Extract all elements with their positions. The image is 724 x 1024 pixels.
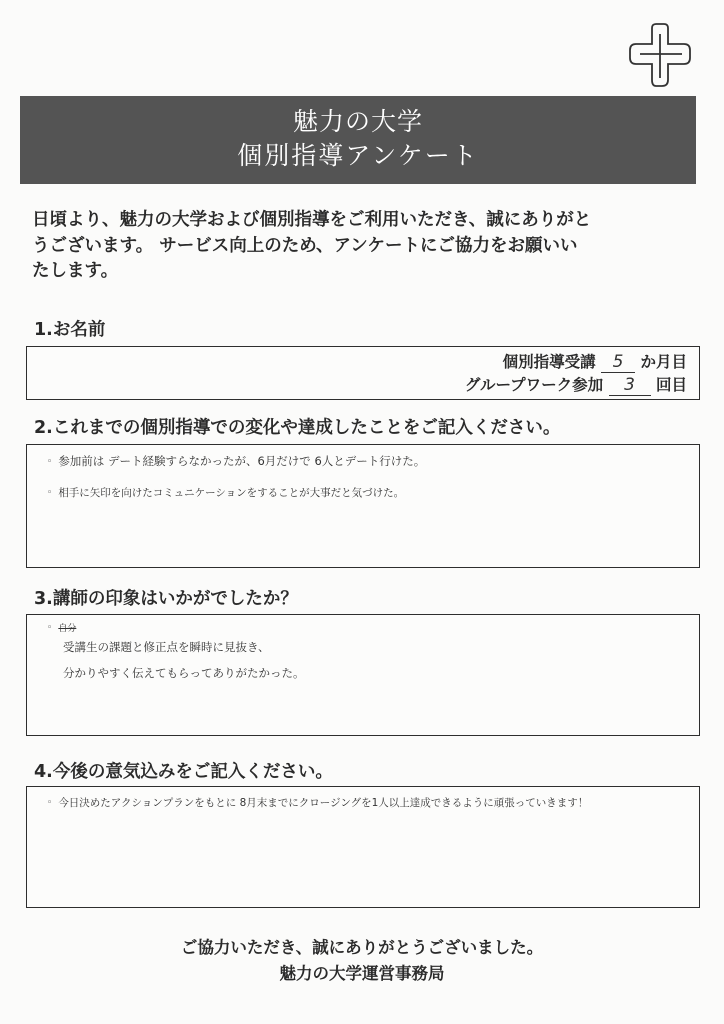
intro-text [32,208,702,285]
intro-line: たします。 [32,261,119,281]
struck-text: 自分 [58,624,77,634]
bullet-icon: ◦ [47,488,53,498]
q1-title: 1.お名前 [34,320,106,340]
bullet-icon: ◦ [47,623,53,633]
intro-line: うございます。 サービス向上のため、アンケートにご協力をお願いい [32,235,578,256]
sessions-label: 個別指導受講 [502,353,596,371]
struck-line [47,621,76,634]
header-title-line1: 魅力の大学 [292,107,423,136]
footer-office: 魅力の大学運営事務局 [279,964,445,983]
answer-line: 分かりやすく伝えてもらってありがたかった。 [63,666,305,680]
q2-answer-box[interactable] [26,444,700,568]
survey-header [20,96,696,184]
group-label: グループワーク参加 [464,376,604,394]
footer-thanks: ご協力いただき、誠にありがとうございました。 [180,938,544,957]
sessions-unit: か月目 [640,353,687,371]
group-unit: 回目 [655,376,687,394]
group-row [465,373,687,396]
bullet-icon: ◦ [47,456,53,467]
sessions-value[interactable]: 5 [601,352,635,373]
header-title-line2: 個別指導アンケート [237,141,479,170]
q4-answer-box[interactable] [26,786,700,908]
q2-title: 2.これまでの個別指導での変化や達成したことをご記入ください。 [34,418,561,438]
quatrefoil-cross-logo-icon [628,22,692,88]
intro-line: 日頃より、魅力の大学および個別指導をご利用いただき、誠にありがと [32,210,592,230]
q3-title: 3.講師の印象はいかがでしたか？ [34,589,298,609]
answer-line: ◦ 参加前は デート経験すらなかったが、6月だけで 6人とデート行けた。 [47,454,426,468]
q3-answer-box[interactable] [26,614,700,736]
bullet-icon: ◦ [47,798,53,808]
answer-line: ◦ 今日決めたアクションプランをもとに 8月末までにクロージングを1人以上達成できるように頑張っていきます！ [47,797,589,809]
q1-name-box[interactable] [26,346,700,400]
sessions-row [503,350,687,373]
answer-line: 受講生の課題と修正点を瞬時に見抜き、 [63,640,270,654]
answer-line: ◦ 相手に矢印を向けたコミュニケーションをすることが大事だと気づけた。 [47,487,405,499]
q4-title: 4.今後の意気込みをご記入ください。 [34,762,333,782]
group-value[interactable]: 3 [609,375,651,396]
